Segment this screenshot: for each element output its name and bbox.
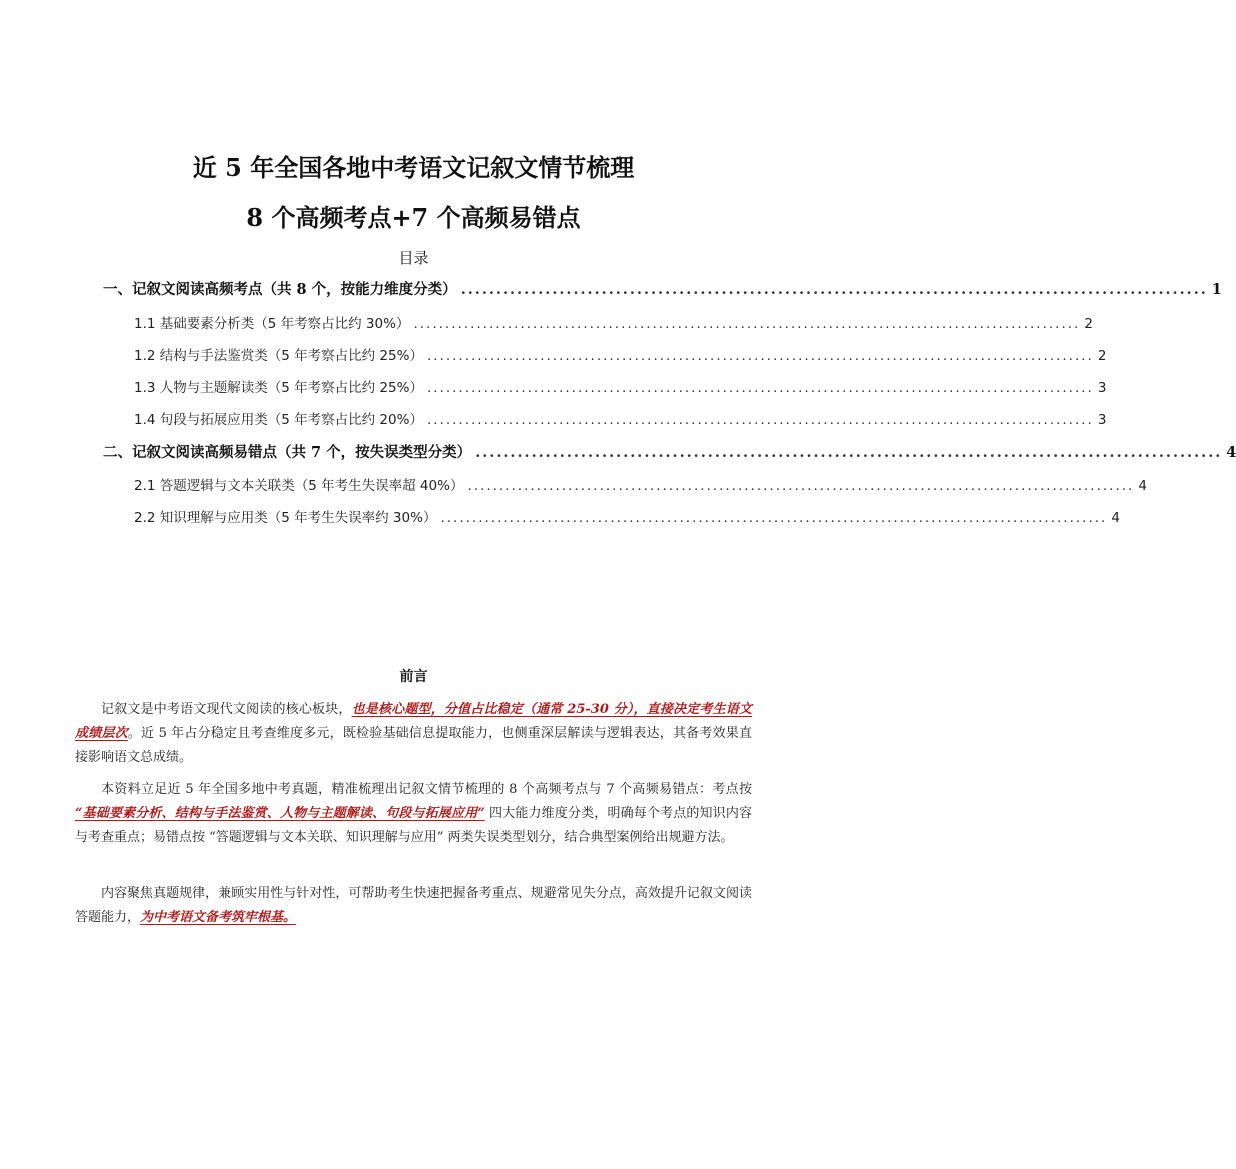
toc-entry-1-2[interactable] <box>134 344 1107 364</box>
toc-leader-dots: .......................................................................................................... <box>426 348 1094 364</box>
toc-entry-text: 1.1 基础要素分析类（5 年考察占比约 30%） <box>134 316 410 332</box>
toc-heading: 目录 <box>398 249 429 267</box>
toc-leader-dots: .......................................................................................................... <box>460 281 1208 298</box>
toc-entry-page: 2 <box>1097 348 1107 364</box>
document-title: 近 5 年全国各地中考语文记叙文情节梳理 <box>192 153 635 182</box>
toc-entry-page: 3 <box>1097 412 1107 428</box>
preface-paragraph-2 <box>75 778 752 850</box>
toc-entry-page: 4 <box>1226 444 1236 461</box>
toc-entry-text: 1.3 人物与主题解读类（5 年考察占比约 25%） <box>134 380 423 396</box>
preface-text: 本资料立足近 5 年全国多地中考真题，精准梳理出记叙文情节梳理的 8 个高频考点与 7 个高频易错点：考点按 <box>101 782 752 797</box>
preface-heading: 前言 <box>399 669 428 685</box>
toc-entry-page: 4 <box>1111 510 1120 526</box>
toc-leader-dots: .......................................................................................................... <box>467 478 1135 494</box>
preface-paragraph-3 <box>75 882 752 930</box>
toc-entry-2-2[interactable] <box>134 506 1120 526</box>
toc-entry-text: 1.2 结构与手法鉴赏类（5 年考察占比约 25%） <box>134 348 423 364</box>
toc-entry-text: 一、记叙文阅读高频考点（共 8 个，按能力维度分类） <box>103 281 457 298</box>
preface-highlight: 也是核心题型，分值占比稳定（通常 25-30 分），直接决定考生语文成绩层次 <box>75 702 752 741</box>
toc-entry-page: 3 <box>1097 380 1107 396</box>
preface-highlight: 为中考语文备考筑牢根基。 <box>140 910 297 925</box>
preface-text: 四大能力维度分类，明确每个考点的知识内容与考查重点；易错点按 “答题逻辑与文本关联、知识理解与应用” 两类失误类型划分，结合典型案例给出规避方法。 <box>75 806 752 845</box>
toc-leader-dots: .......................................................................................................... <box>440 510 1108 526</box>
toc-entry-page: 1 <box>1211 281 1222 298</box>
toc-leader-dots: .......................................................................................................... <box>413 316 1081 332</box>
toc-entry-section-1[interactable] <box>103 278 1222 298</box>
toc-entry-page: 2 <box>1084 316 1093 332</box>
toc-leader-dots: .......................................................................................................... <box>426 380 1094 396</box>
toc-entry-1-1[interactable] <box>134 312 1093 332</box>
toc-entry-page: 4 <box>1138 478 1147 494</box>
toc-entry-1-3[interactable] <box>134 376 1107 396</box>
toc-entry-section-2[interactable] <box>103 441 1236 461</box>
preface-text: 内容聚焦真题规律，兼顾实用性与针对性，可帮助考生快速把握备考重点、规避常见失分点，高效提升记叙文阅读答题能力， <box>75 886 752 925</box>
toc-leader-dots: .......................................................................................................... <box>475 444 1223 461</box>
toc-entry-text: 2.1 答题逻辑与文本关联类（5 年考生失误率超 40%） <box>134 478 464 494</box>
preface-paragraph-1 <box>75 698 752 770</box>
preface-text: 记叙文是中考语文现代文阅读的核心板块， <box>101 702 352 717</box>
toc-leader-dots: .......................................................................................................... <box>426 412 1094 428</box>
toc-entry-text: 二、记叙文阅读高频易错点（共 7 个，按失误类型分类） <box>103 444 472 461</box>
toc-entry-2-1[interactable] <box>134 474 1147 494</box>
toc-entry-text: 1.4 句段与拓展应用类（5 年考察占比约 20%） <box>134 412 423 428</box>
toc-entry-1-4[interactable] <box>134 408 1107 428</box>
preface-text: 。近 5 年占分稳定且考查维度多元，既检验基础信息提取能力，也侧重深层解读与逻辑表达，其备考效果直接影响语文总成绩。 <box>75 726 752 765</box>
document-subtitle: 8 个高频考点+7 个高频易错点 <box>246 203 581 232</box>
toc-entry-text: 2.2 知识理解与应用类（5 年考生失误率约 30%） <box>134 510 437 526</box>
preface-highlight: “基础要素分析、结构与手法鉴赏、人物与主题解读、句段与拓展应用” <box>75 806 485 821</box>
